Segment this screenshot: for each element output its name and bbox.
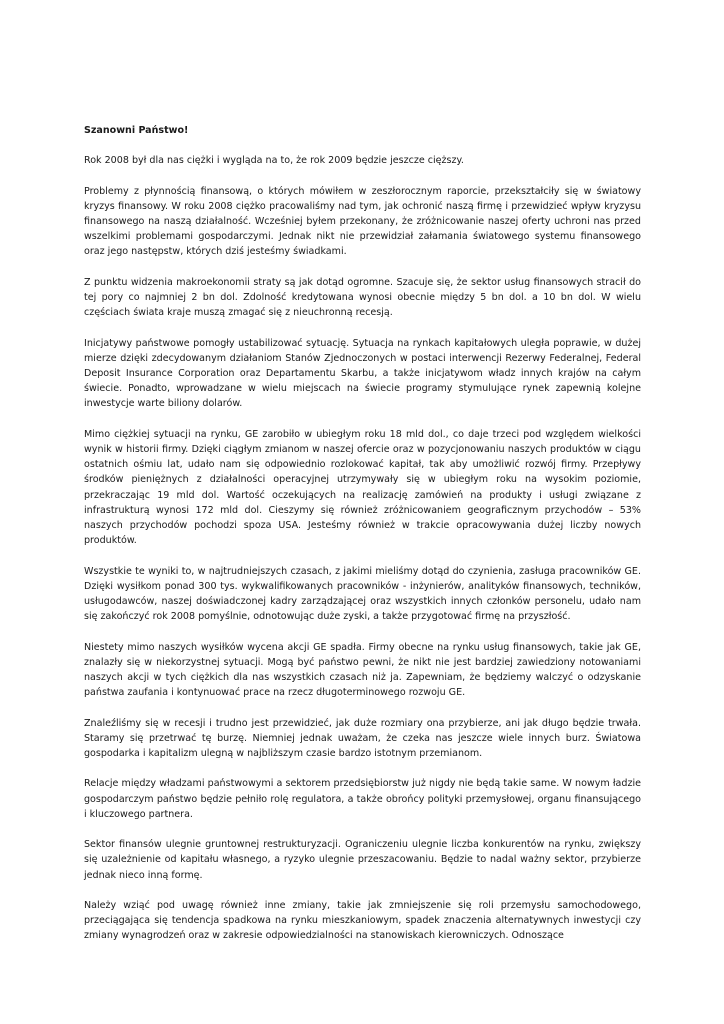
paragraph-ge-results: Mimo ciężkiej sytuacji na rynku, GE zarobiło w ubiegłym roku 18 mld dol., co daje trzeci pod względem wielkości wynik w historii firmy. Dzięki ciągłym zmianom w naszej ofercie oraz w pozycjonowaniu naszych produktów w ciągu ostatnich ośmiu lat, udało nam się odpowiednio rozlokować kapitał, tak aby umożliwić rozwój firmy. Przepływy środków pieniężnych z działalności operacyjnej utrzymywały się w ubiegłym roku na wysokim poziomie, przekraczając 19 mld dol. Wartość oczekujących na realizację zamówień na produkty i usługi związane z infrastrukturą wynosi 172 mld dol. Cieszymy się również zróżnicowaniem geograficznym przychodów – 53% naszych przychodów pochodzi spoza USA. Jesteśmy również w trakcie opracowywania dużej liczby nowych produktów. [84,428,641,547]
paragraph-financial-crisis: Problemy z płynnością finansową, o których mówiłem w zeszłorocznym raporcie, przekształciły się w światowy kryzys finansowy. W roku 2008 ciężko pracowaliśmy nad tym, jak ochronić naszą firmę i przewidzieć wpływ kryzysu finansowego na naszą działalność. Wcześniej byłem przekonany, że zróżnicowanie naszej oferty uchroni nas przed wszelkimi problemami gospodarczymi. Jednak nikt nie przewidział załamania światowego systemu finansowego oraz jego następstw, których dziś jesteśmy świadkami. [84,185,641,258]
paragraph-employees: Wszystkie te wyniki to, w najtrudniejszych czasach, z jakimi mieliśmy dotąd do czynienia, zasługa pracowników GE. Dzięki wysiłkom ponad 300 tys. wykwalifikowanych pracowników - inżynierów, analityków finansowych, techników, usługodawców, naszej doświadczonej kadry zarządzającej oraz wszystkich innych członków personelu, udało nam się zakończyć rok 2008 pomyślnie, odnotowując duże zyski, a także przygotować firmę na przyszłość. [84,565,641,623]
paragraph-state-relations: Relacje między władzami państwowymi a sektorem przedsiębiorstw już nigdy nie będą takie same. W nowym ładzie gospodarczym państwo będzie pełniło rolę regulatora, a także obrońcy polityki przemysłowej, organu finansującego i kluczowego partnera. [84,778,641,820]
paragraph-intro: Rok 2008 był dla nas ciężki i wygląda na to, że rok 2009 będzie jeszcze cięższy. [84,155,464,167]
paragraph-finance-sector: Sektor finansów ulegnie gruntownej restrukturyzacji. Ograniczeniu ulegnie liczba konkurentów na rynku, zwiększy się uzależnienie od kapitału własnego, a ryzyko ulegnie przeszacowaniu. Będzie to nadal ważny sektor, przybierze jednak nieco inną formę. [84,839,641,881]
paragraph-share-price: Niestety mimo naszych wysiłków wycena akcji GE spadła. Firmy obecne na rynku usług finansowych, takie jak GE, znalazły się w niekorzystnej sytuacji. Mogą być państwo pewni, że nikt nie jest bardziej zawiedziony notowaniami naszych akcji w tych ciężkich dla nas wszystkich czasach niż ja. Zapewniam, że będziemy walczyć o odzyskanie państwa zaufania i kontynuować prace na rzecz długoterminowego rozwoju GE. [84,641,641,699]
paragraph-macroeconomics: Z punktu widzenia makroekonomii straty są jak dotąd ogromne. Szacuje się, że sektor usług finansowych stracił do tej pory co najmniej 2 bn dol. Zdolność kredytowana wynosi obecnie między 5 bn dol. a 10 bn dol. W wielu częściach świata kraje muszą zmagać się z nieuchronną recesją. [84,276,641,319]
paragraph-recession: Znaleźliśmy się w recesji i trudno jest przewidzieć, jak duże rozmiary ona przybierze, ani jak długo będzie trwała. Staramy się przetrwać tę burzę. Niemniej jednak uważam, że czeka nas jeszcze wiele innych burz. Światowa gospodarka i kapitalizm ulegną w najbliższym czasie bardzo istotnym przemianom. [84,717,641,760]
letter-greeting: Szanowni Państwo! [84,125,189,136]
paragraph-other-changes: Należy wziąć pod uwagę również inne zmiany, takie jak zmniejszenie się roli przemysłu samochodowego, przeciągająca się tendencja spadkowa na rynku mieszkaniowym, spadek znaczenia alternatywnych inwestycji czy zmiany wynagrodzeń oraz w zakresie odpowiedzialności na stanowiskach kierowniczych. Odnoszące [84,900,641,942]
paragraph-government-initiatives: Inicjatywy państwowe pomogły ustabilizować sytuację. Sytuacja na rynkach kapitałowych uległa poprawie, w dużej mierze dzięki zdecydowanym działaniom Stanów Zjednoczonych w postaci interwencji Rezerwy Federalnej, Federal Deposit Insurance Corporation oraz Departamentu Skarbu, a także inicjatywom władz innych krajów na całym świecie. Ponadto, wprowadzane w wielu miejscach na świecie programy stymulujące rynek zapewnią kolejne inwestycje warte biliony dolarów. [84,337,641,410]
letter-body [84,123,641,944]
